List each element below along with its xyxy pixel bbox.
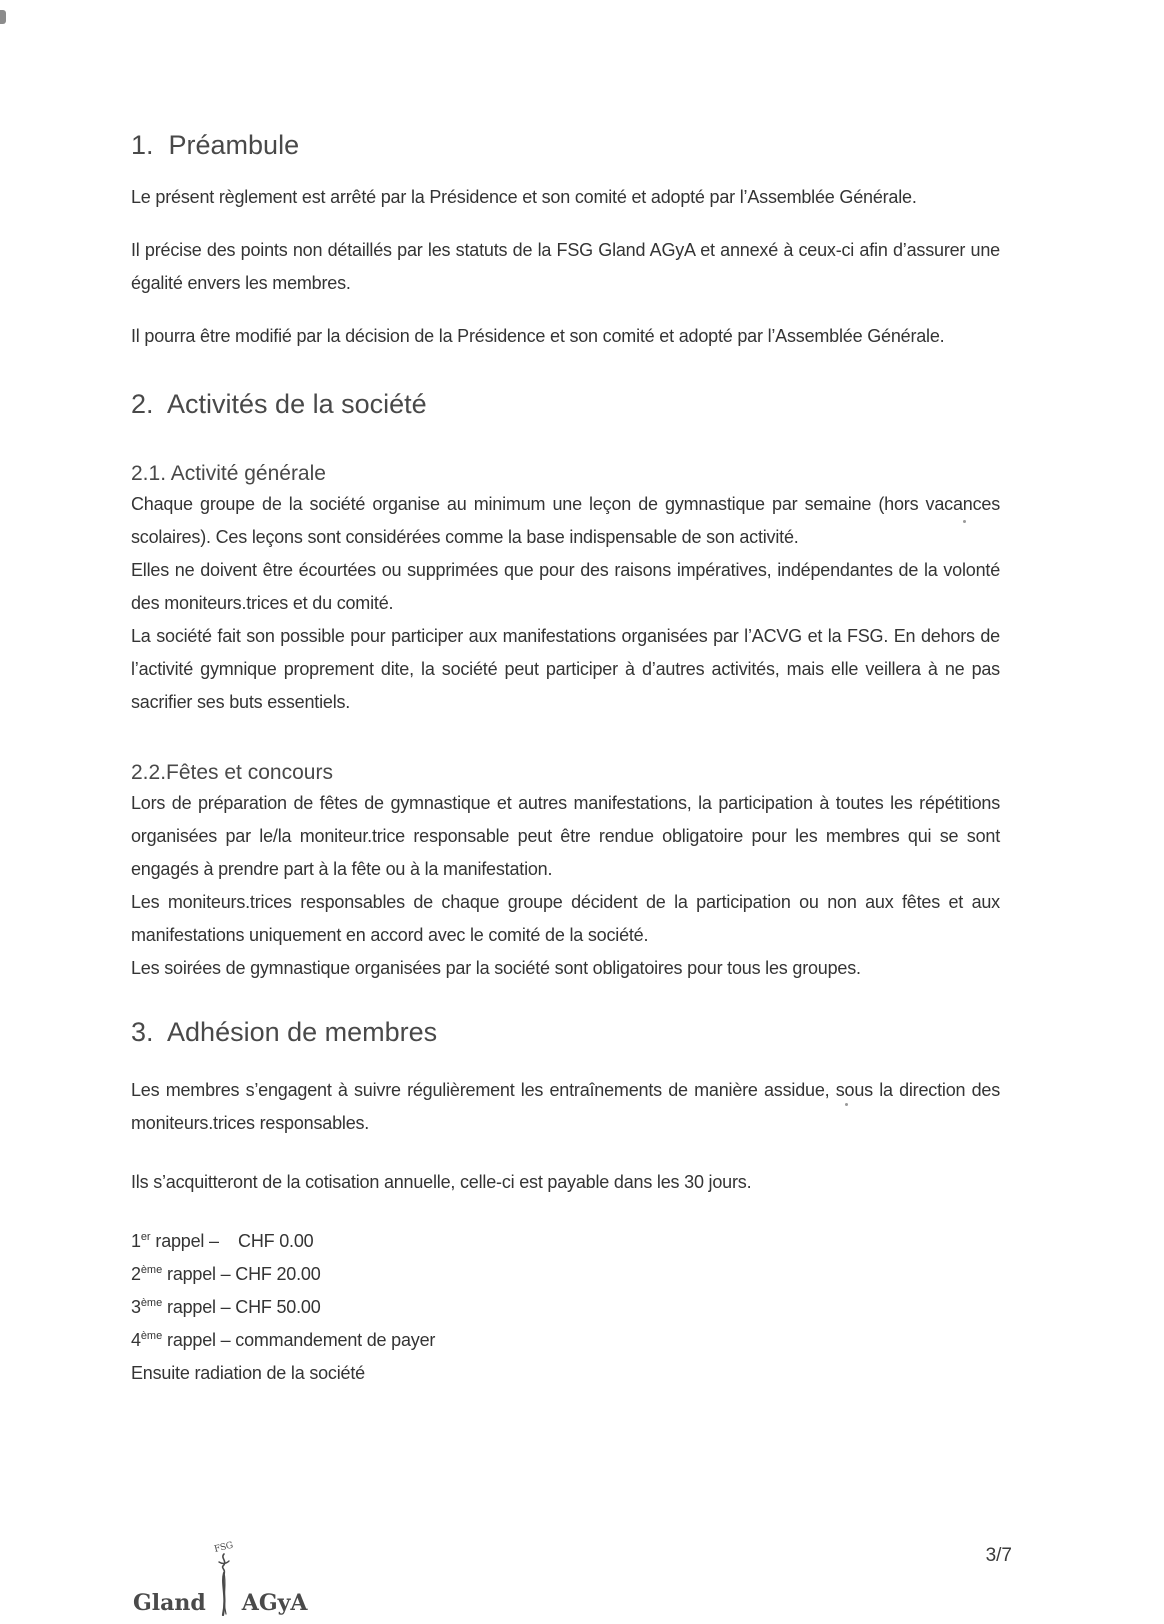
paragraph: Les membres s’engagent à suivre régulièrement les entraînements de manière assidue, sous la direction des moniteurs.trices responsables. bbox=[131, 1080, 1000, 1133]
club-logo bbox=[133, 1540, 308, 1616]
reminder-text: rappel – commandement de payer bbox=[162, 1330, 436, 1350]
reminder-text: rappel – CHF 50.00 bbox=[162, 1297, 321, 1317]
gymnast-icon bbox=[207, 1540, 241, 1616]
list-item: Ensuite radiation de la société bbox=[131, 1363, 365, 1383]
logo-text-gland: Gland bbox=[133, 1590, 206, 1616]
reminder-text: rappel – CHF 20.00 bbox=[162, 1264, 321, 1284]
logo-text-agya: AGyA bbox=[241, 1590, 308, 1616]
paragraph: Les moniteurs.trices responsables de chaque groupe décident de la participation ou non aux fêtes et aux manifestations uniquement en accord avec le comité de la société. bbox=[131, 892, 1000, 945]
list-item bbox=[131, 1291, 1000, 1324]
reminder-text: rappel – CHF 0.00 bbox=[150, 1231, 314, 1251]
section-1-heading: 1. Préambule bbox=[131, 130, 300, 160]
reminder-number: 3 bbox=[131, 1297, 141, 1317]
reminder-number: 2 bbox=[131, 1264, 141, 1284]
paragraph: Lors de préparation de fêtes de gymnastique et autres manifestations, la participation à toutes les répétitions organisées par le/la moniteur.trice responsable peut être rendue obligatoire pour les membres qui se sont engagés à prendre part à la fête ou à la manifestation. bbox=[131, 793, 1000, 879]
reminder-number: 4 bbox=[131, 1330, 141, 1350]
section-2-1-heading: 2.1. Activité générale bbox=[131, 462, 326, 485]
svg-text:FSG: FSG bbox=[213, 1540, 234, 1555]
ordinal-suffix: er bbox=[140, 1231, 151, 1243]
paragraph: La société fait son possible pour participer aux manifestations organisées par l’ACVG et la FSG. En dehors de l’activité gymnique proprement dite, la société peut participer à d’autres activités, mais elle veillera à ne pas sacrifier ses buts essentiels. bbox=[131, 626, 1000, 712]
paragraph: Ils s’acquitteront de la cotisation annuelle, celle-ci est payable dans les 30 jours. bbox=[131, 1172, 752, 1192]
list-item bbox=[131, 1258, 1000, 1291]
ordinal-suffix: ème bbox=[140, 1264, 163, 1276]
ordinal-suffix: ème bbox=[140, 1297, 163, 1309]
section-3-heading: 3. Adhésion de membres bbox=[131, 1017, 438, 1047]
page-number: 3/7 bbox=[985, 1545, 1012, 1566]
paragraph: Il pourra être modifié par la décision de la Présidence et son comité et adopté par l’Assemblée Générale. bbox=[131, 326, 945, 346]
paragraph: Elles ne doivent être écourtées ou supprimées que pour des raisons impératives, indépendantes de la volonté des moniteurs.trices et du comité. bbox=[131, 560, 1000, 613]
reminder-fee-list bbox=[131, 1225, 1000, 1390]
paragraph: Le présent règlement est arrêté par la Présidence et son comité et adopté par l’Assemblée Générale. bbox=[131, 187, 917, 207]
section-2-2-heading: 2.2.Fêtes et concours bbox=[131, 761, 333, 784]
document-content bbox=[131, 0, 1000, 1390]
list-item bbox=[131, 1225, 1000, 1258]
reminder-number: 1 bbox=[131, 1231, 141, 1251]
paragraph: Chaque groupe de la société organise au minimum une leçon de gymnastique par semaine (hors vacances scolaires). Ces leçons sont considérées comme la base indispensable de son activité. bbox=[131, 494, 1000, 547]
paragraph: Les soirées de gymnastique organisées par la société sont obligatoires pour tous les groupes. bbox=[131, 958, 861, 978]
scan-artifact bbox=[0, 10, 6, 24]
ordinal-suffix: ème bbox=[140, 1330, 163, 1342]
list-item bbox=[131, 1324, 1000, 1357]
section-2-heading: 2. Activités de la société bbox=[131, 389, 427, 419]
paragraph: Il précise des points non détaillés par les statuts de la FSG Gland AGyA et annexé à ceux-ci afin d’assurer une égalité envers les membres. bbox=[131, 240, 1000, 293]
